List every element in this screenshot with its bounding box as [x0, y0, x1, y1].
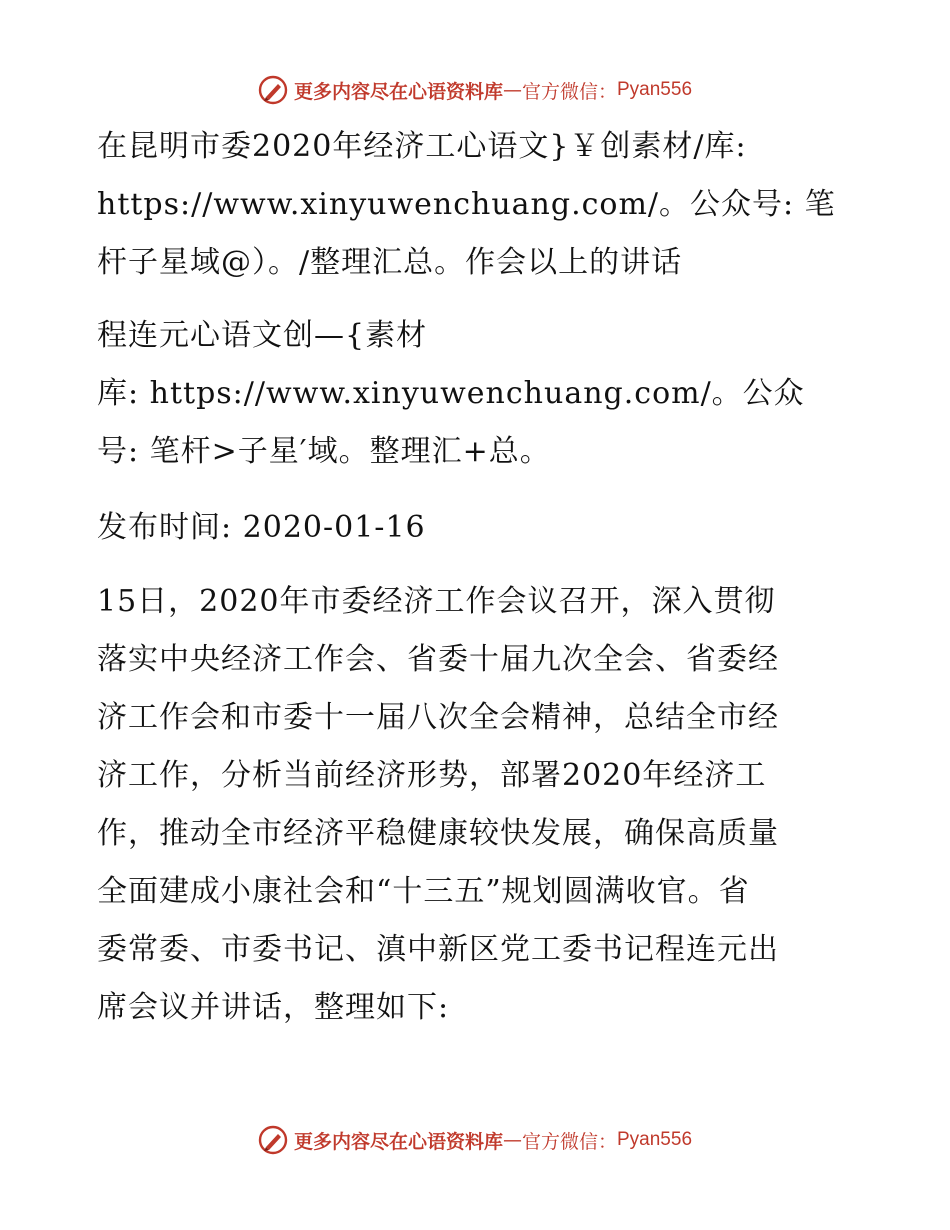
text-line: 济工作，分析当前经济形势，部署2020年经济工	[97, 758, 767, 793]
text-line: https://www.xinyuwenchuang.com/。公众号: 笔	[97, 187, 836, 222]
watermark-wechat-id: Pyan556	[617, 79, 693, 100]
text-line: 库: https://www.xinyuwenchuang.com/。公众	[97, 376, 805, 411]
text-line: 全面建成小康社会和“十三五”规划圆满收官。省	[97, 874, 750, 909]
footer-watermark	[0, 1122, 950, 1158]
text-line: 落实中央经济工作会、省委十届九次全会、省委经	[97, 642, 779, 677]
paragraph-source	[97, 307, 805, 481]
pen-logo-icon	[258, 1125, 288, 1155]
text-line: 杆子星域@）。/整理汇总。作会以上的讲话	[97, 245, 683, 280]
text-line: 作，推动全市经济平稳健康较快发展，确保高质量	[97, 816, 779, 851]
paragraph-body	[97, 573, 779, 1037]
watermark-main-text: 更多内容尽在心语资料库	[293, 80, 503, 103]
watermark-separator: —	[502, 1129, 522, 1151]
watermark-main-text: 更多内容尽在心语资料库	[293, 1130, 503, 1153]
pen-logo-icon	[258, 75, 288, 105]
watermark-official-label: 官方微信：	[521, 80, 617, 103]
text-line: 程连元心语文创—{素材	[97, 318, 428, 353]
text-line: 在昆明市委2020年经济工心语文}￥创素材/库:	[97, 129, 747, 164]
watermark-separator: —	[502, 79, 522, 101]
paragraph-intro	[97, 118, 836, 292]
text-line: 济工作会和市委十一届八次全会精神，总结全市经	[97, 700, 779, 735]
publish-date: 发布时间: 2020-01-16	[97, 510, 426, 545]
text-line: 委常委、市委书记、滇中新区党工委书记程连元出	[97, 932, 779, 967]
text-line: 席会议并讲话，整理如下:	[97, 990, 450, 1025]
text-line: 号: 笔杆>子星′域。整理汇+总。	[97, 434, 551, 469]
text-line: 15日，2020年市委经济工作会议召开，深入贯彻	[97, 584, 776, 619]
paragraph-publish-date	[97, 499, 426, 557]
watermark-official-label: 官方微信：	[521, 1130, 617, 1153]
header-watermark	[0, 72, 950, 108]
watermark-wechat-id: Pyan556	[617, 1129, 693, 1150]
